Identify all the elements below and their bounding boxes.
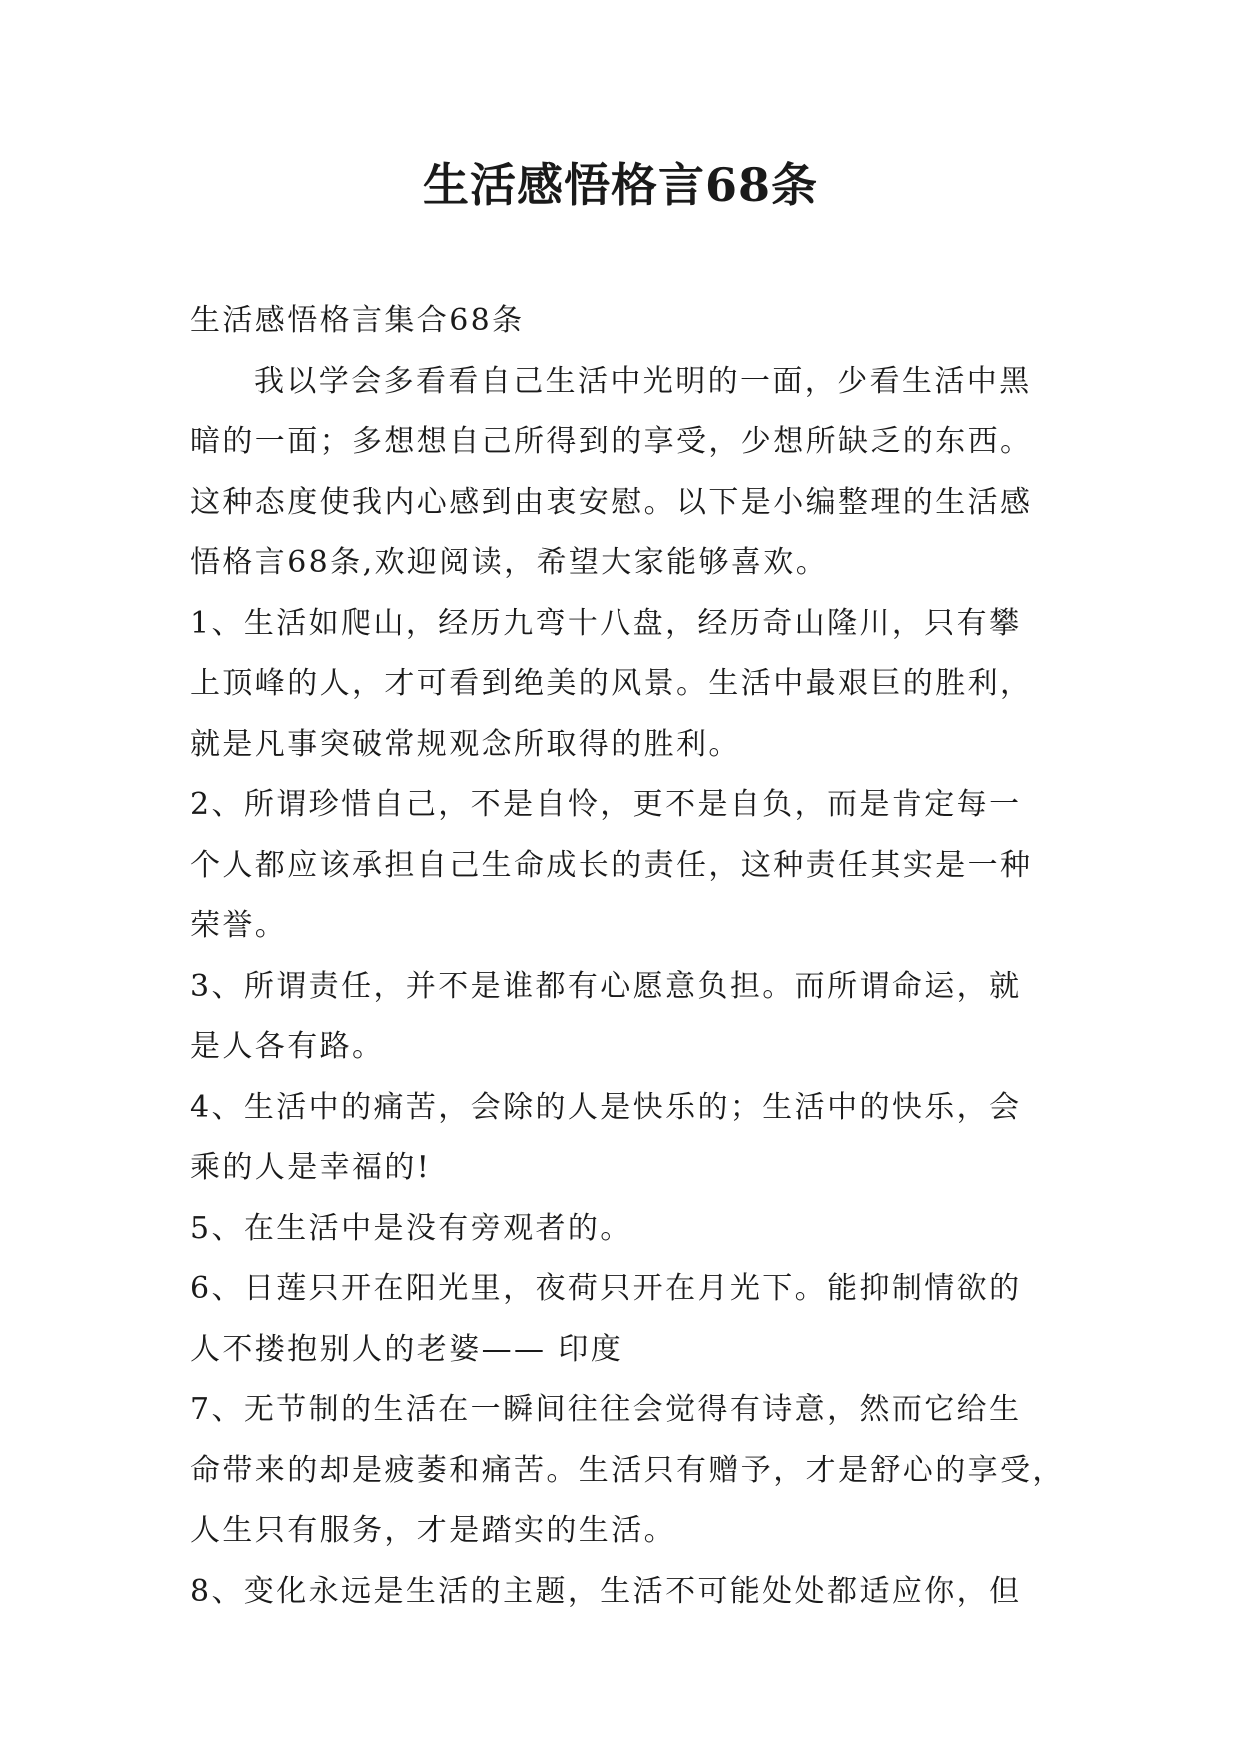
list-item-7 bbox=[190, 1380, 1070, 1562]
list-item-1 bbox=[190, 594, 1070, 776]
list-item-2 bbox=[190, 775, 1070, 957]
list-item-line: 是人各有路。 bbox=[190, 1029, 385, 1064]
list-item-line: 7、无节制的生活在一瞬间往往会觉得有诗意，然而它给生 bbox=[190, 1392, 1022, 1427]
list-item-line: 人生只有服务，才是踏实的生活。 bbox=[190, 1513, 676, 1548]
list-item-line: 上顶峰的人，才可看到绝美的风景。生活中最艰巨的胜利， bbox=[190, 666, 1033, 701]
intro-line: 悟格言68条,欢迎阅读，希望大家能够喜欢。 bbox=[190, 545, 829, 580]
list-item-line: 荣誉。 bbox=[190, 908, 288, 943]
list-item-line: 命带来的却是疲萎和痛苦。生活只有赠予，才是舒心的享受， bbox=[190, 1452, 1065, 1488]
list-item-line: 个人都应该承担自己生命成长的责任，这种责任其实是一种 bbox=[190, 847, 1033, 883]
intro-line: 暗的一面；多想想自己所得到的享受，少想所缺乏的东西。 bbox=[190, 424, 1033, 459]
document-body bbox=[190, 291, 1070, 1622]
list-item-4 bbox=[190, 1078, 1070, 1199]
intro-paragraph bbox=[190, 352, 1070, 594]
list-item-6 bbox=[190, 1259, 1070, 1380]
list-item-3 bbox=[190, 957, 1070, 1078]
intro-line: 这种态度使我内心感到由衷安慰。以下是小编整理的生活感 bbox=[190, 484, 1033, 520]
list-item-line: 人不搂抱别人的老婆—— 印度 bbox=[190, 1331, 624, 1367]
document-subtitle: 生活感悟格言集合68条 bbox=[190, 303, 525, 338]
list-item-line: 就是凡事突破常规观念所取得的胜利。 bbox=[190, 726, 741, 762]
list-item-8 bbox=[190, 1562, 1070, 1623]
document-title: 生活感悟格言68条 bbox=[422, 158, 818, 212]
intro-line: 我以学会多看看自己生活中光明的一面，少看生活中黑 bbox=[254, 363, 1032, 399]
list-item-line: 4、生活中的痛苦，会除的人是快乐的；生活中的快乐，会 bbox=[190, 1089, 1022, 1125]
list-item-line: 6、日莲只开在阳光里，夜荷只开在月光下。能抑制情欲的 bbox=[190, 1271, 1022, 1306]
list-item-line: 3、所谓责任，并不是谁都有心愿意负担。而所谓命运，就 bbox=[190, 968, 1022, 1004]
list-item-5 bbox=[190, 1199, 1070, 1260]
list-item-line: 5、在生活中是没有旁观者的。 bbox=[190, 1210, 633, 1246]
list-item-line: 2、所谓珍惜自己，不是自怜，更不是自负，而是肯定每一 bbox=[190, 787, 1022, 822]
list-item-line: 8、变化永远是生活的主题，生活不可能处处都适应你，但 bbox=[190, 1573, 1022, 1609]
list-item-line: 乘的人是幸福的! bbox=[190, 1150, 432, 1185]
list-item-line: 1、生活如爬山，经历九弯十八盘，经历奇山隆川，只有攀 bbox=[190, 605, 1022, 641]
